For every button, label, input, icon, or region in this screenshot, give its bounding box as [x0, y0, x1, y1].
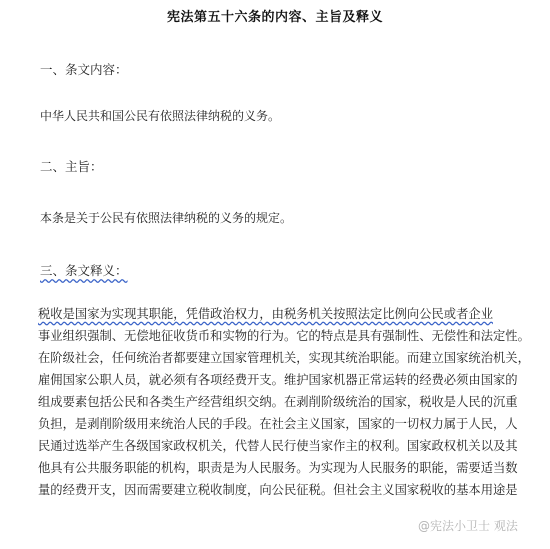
paragraph-line: 组成要素包括公民和各类生产经营组织交纳。在剥削阶级统治的国家，税收是人民的沉重 — [38, 395, 518, 409]
paragraph-line: 量的经费开支，因而需要建立税收制度，向公民征税。但社会主义国家税收的基本用途是 — [38, 483, 518, 497]
paragraph-line: 在阶级社会，任何统治者都要建立国家管理机关，实现其统治职能。而建立国家统治机关， — [38, 351, 530, 365]
section2-heading: 二、主旨： — [40, 159, 103, 174]
section2-text: 本条是关于公民有依照法律纳税的义务的规定。 — [40, 211, 293, 225]
section1-text: 中华人民共和国公民有依照法律纳税的义务。 — [40, 109, 281, 123]
document-title: 宪法第五十六条的内容、主旨及释义 — [166, 10, 383, 25]
paragraph-line: 负担，是剥削阶级用来统治人民的手段。在社会主义国家，国家的一切权力属于人民，人 — [38, 417, 518, 431]
watermark: @宪法小卫士 观法 — [418, 519, 518, 533]
paragraph-line: 民通过选举产生各级国家政权机关，代替人民行使当家作主的权利。国家政权机关以及其 — [38, 439, 518, 453]
section1-heading: 一、条文内容： — [40, 62, 128, 77]
section3-heading: 三、条文释义： — [40, 263, 128, 278]
paragraph-line: 雇佣国家公职人员，就必须有各项经费开支。维护国家机器正常运转的经费必须由国家的 — [38, 373, 518, 387]
paragraph-line: 事业组织强制、无偿地征收货币和实物的行为。它的特点是具有强制性、无偿性和法定性。 — [38, 329, 530, 343]
paragraph-line: 税收是国家为实现其职能，凭借政治权力，由税务机关按照法定比例向公民或者企业 — [38, 307, 493, 321]
section3-paragraph — [38, 303, 538, 501]
paragraph-line: 他具有公共服务职能的机构，职责是为人民服务。为实现为人民服务的职能，需要适当数 — [38, 461, 518, 475]
